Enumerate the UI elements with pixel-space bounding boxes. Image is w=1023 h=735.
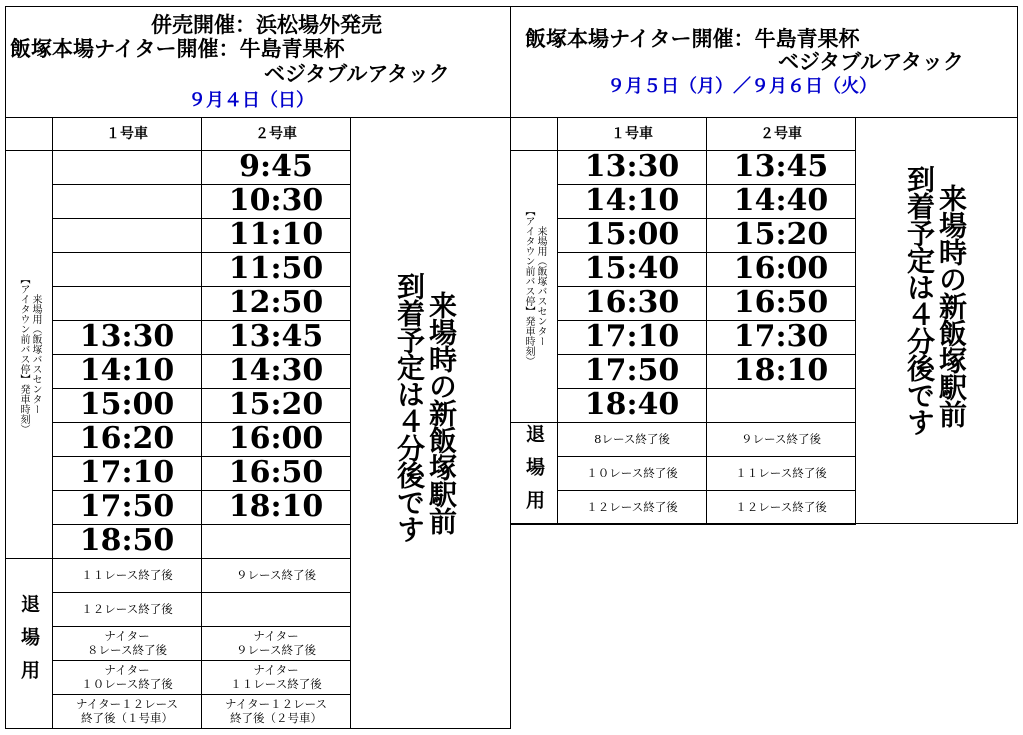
time-row xyxy=(511,354,856,388)
departure-time-car-2: 17:30 xyxy=(707,320,856,354)
arrival-side-label xyxy=(6,150,53,558)
exit-timing-line: 終了後（１号車） xyxy=(81,711,173,725)
exit-timing-car-2 xyxy=(202,694,351,728)
exit-row xyxy=(6,694,351,728)
departure-time-car-1: 17:50 xyxy=(53,490,202,524)
exit-timing-car-2 xyxy=(202,626,351,660)
time-row xyxy=(6,320,351,354)
time-row xyxy=(6,218,351,252)
exit-timing-car-2 xyxy=(202,592,351,626)
exit-timing-line: ナイター xyxy=(253,629,299,643)
exit-side-label xyxy=(6,558,53,728)
exit-timing-car-2: ９レース終了後 xyxy=(202,558,351,592)
departure-time-car-1: 16:30 xyxy=(558,286,707,320)
exit-row xyxy=(511,490,856,524)
time-row xyxy=(6,150,351,184)
time-row xyxy=(6,286,351,320)
exit-row xyxy=(511,456,856,490)
car-header-2: ２号車 xyxy=(707,117,856,150)
departure-time-car-1 xyxy=(53,150,202,184)
exit-timing-car-1 xyxy=(53,660,202,694)
right-header xyxy=(511,7,1017,118)
arrival-side-text xyxy=(511,206,557,366)
exit-side-text: 退場用 xyxy=(523,423,545,523)
exit-timing-car-2: ９レース終了後 xyxy=(707,422,856,456)
departure-time-car-2: 16:00 xyxy=(202,422,351,456)
departure-time-car-1: 18:50 xyxy=(53,524,202,558)
exit-timing-line: ８レース終了後 xyxy=(87,643,167,657)
departure-time-car-2: 9:45 xyxy=(202,150,351,184)
right-note-line1: 来場時の新飯塚駅前 xyxy=(935,184,968,427)
departure-time-car-1: 14:10 xyxy=(53,354,202,388)
time-row xyxy=(511,286,856,320)
left-header xyxy=(6,7,510,118)
left-header-line1: 併売開催：浜松場外発売 xyxy=(151,12,382,37)
time-row xyxy=(6,524,351,558)
departure-time-car-2: 11:50 xyxy=(202,252,351,286)
right-note-line2: 到着予定は４分後です xyxy=(903,165,936,435)
left-header-date: ９月４日（日） xyxy=(188,90,314,111)
departure-time-car-1: 18:40 xyxy=(558,388,707,422)
departure-time-car-1 xyxy=(53,218,202,252)
departure-time-car-1: 13:30 xyxy=(558,150,707,184)
exit-timing-line: ナイター xyxy=(253,663,299,677)
exit-timing-line: 終了後（２号車） xyxy=(230,711,322,725)
departure-time-car-1 xyxy=(53,252,202,286)
departure-time-car-2: 13:45 xyxy=(707,150,856,184)
departure-time-car-2 xyxy=(202,524,351,558)
exit-timing-car-1 xyxy=(53,626,202,660)
departure-time-car-2: 18:10 xyxy=(202,490,351,524)
exit-timing-car-2: １１レース終了後 xyxy=(707,456,856,490)
car-header-1: １号車 xyxy=(558,117,707,150)
exit-timing-line: １０レース終了後 xyxy=(81,677,173,691)
departure-time-car-2 xyxy=(707,388,856,422)
departure-time-car-1: 15:00 xyxy=(53,388,202,422)
departure-time-car-2: 10:30 xyxy=(202,184,351,218)
arrival-side-text-line: 来場用（飯塚バスセンター xyxy=(535,226,546,346)
exit-timing-line: ９レース終了後 xyxy=(236,643,316,657)
exit-side-text: 退場用 xyxy=(18,593,40,693)
left-header-line2: 飯塚本場ナイター開催：牛島青果杯 xyxy=(10,36,345,61)
time-row xyxy=(6,354,351,388)
time-row xyxy=(6,456,351,490)
departure-time-car-1: 15:00 xyxy=(558,218,707,252)
time-row xyxy=(6,184,351,218)
exit-timing-car-2: １２レース終了後 xyxy=(707,490,856,524)
departure-time-car-1: 16:20 xyxy=(53,422,202,456)
exit-timing-car-1: 8レース終了後 xyxy=(558,422,707,456)
departure-time-car-2: 14:30 xyxy=(202,354,351,388)
time-row xyxy=(511,252,856,286)
departure-time-car-2: 16:50 xyxy=(202,456,351,490)
departure-time-car-1 xyxy=(53,286,202,320)
exit-timing-line: ナイター１２レース xyxy=(224,697,328,711)
exit-row xyxy=(6,592,351,626)
arrival-side-label xyxy=(511,150,558,422)
exit-timing-car-1: １１レース終了後 xyxy=(53,558,202,592)
departure-time-car-2: 15:20 xyxy=(707,218,856,252)
left-note-line1: 来場時の新飯塚駅前 xyxy=(425,291,458,534)
arrival-side-text-line: 【アイタウン前バス停】発車時刻） xyxy=(523,206,534,366)
car-header-2: ２号車 xyxy=(202,117,351,150)
exit-timing-car-1: １２レース終了後 xyxy=(53,592,202,626)
exit-timing-car-1 xyxy=(53,694,202,728)
time-row xyxy=(6,252,351,286)
time-row xyxy=(6,422,351,456)
departure-time-car-1: 13:30 xyxy=(53,320,202,354)
departure-time-car-2: 12:50 xyxy=(202,286,351,320)
arrival-side-text-line: 【アイタウン前バス停】発車時刻） xyxy=(18,274,29,434)
time-row xyxy=(511,218,856,252)
departure-time-car-2: 15:20 xyxy=(202,388,351,422)
arrival-side-text-line: 来場用（飯塚バスセンター xyxy=(30,294,41,414)
exit-timing-line: ナイター１２レース xyxy=(75,697,179,711)
exit-timing-car-1: １２レース終了後 xyxy=(558,490,707,524)
time-row xyxy=(511,184,856,218)
time-row xyxy=(511,388,856,422)
right-header-date: ９月５日（月）／９月６日（火） xyxy=(607,76,877,97)
departure-time-car-2: 13:45 xyxy=(202,320,351,354)
exit-timing-line: １１レース終了後 xyxy=(230,677,322,691)
header-corner-cell xyxy=(6,117,53,150)
exit-row xyxy=(6,626,351,660)
car-header-1: １号車 xyxy=(53,117,202,150)
departure-time-car-1: 17:50 xyxy=(558,354,707,388)
exit-row xyxy=(6,558,351,592)
arrival-side-text xyxy=(6,274,52,434)
exit-row xyxy=(511,422,856,456)
exit-timing-car-2 xyxy=(202,660,351,694)
right-header-line2: ベジタブルアタック xyxy=(778,49,964,74)
exit-row xyxy=(6,660,351,694)
left-timetable xyxy=(5,117,351,729)
departure-time-car-1: 14:10 xyxy=(558,184,707,218)
departure-time-car-1: 17:10 xyxy=(53,456,202,490)
right-header-line1: 飯塚本場ナイター開催：牛島青果杯 xyxy=(525,26,860,51)
departure-time-car-2: 11:10 xyxy=(202,218,351,252)
departure-time-car-1: 15:40 xyxy=(558,252,707,286)
departure-time-car-1 xyxy=(53,184,202,218)
exit-timing-line: ナイター xyxy=(104,629,150,643)
right-timetable xyxy=(510,117,856,525)
time-row xyxy=(6,490,351,524)
time-row xyxy=(511,320,856,354)
left-header-line3: ベジタブルアタック xyxy=(264,61,450,86)
departure-time-car-2: 14:40 xyxy=(707,184,856,218)
departure-time-car-2: 18:10 xyxy=(707,354,856,388)
header-corner-cell xyxy=(511,117,558,150)
exit-side-label xyxy=(511,422,558,524)
time-row xyxy=(511,150,856,184)
exit-timing-car-1: １０レース終了後 xyxy=(558,456,707,490)
departure-time-car-1: 17:10 xyxy=(558,320,707,354)
left-note-line2: 到着予定は４分後です xyxy=(393,272,426,542)
time-row xyxy=(6,388,351,422)
departure-time-car-2: 16:50 xyxy=(707,286,856,320)
exit-timing-line: ナイター xyxy=(104,663,150,677)
departure-time-car-2: 16:00 xyxy=(707,252,856,286)
